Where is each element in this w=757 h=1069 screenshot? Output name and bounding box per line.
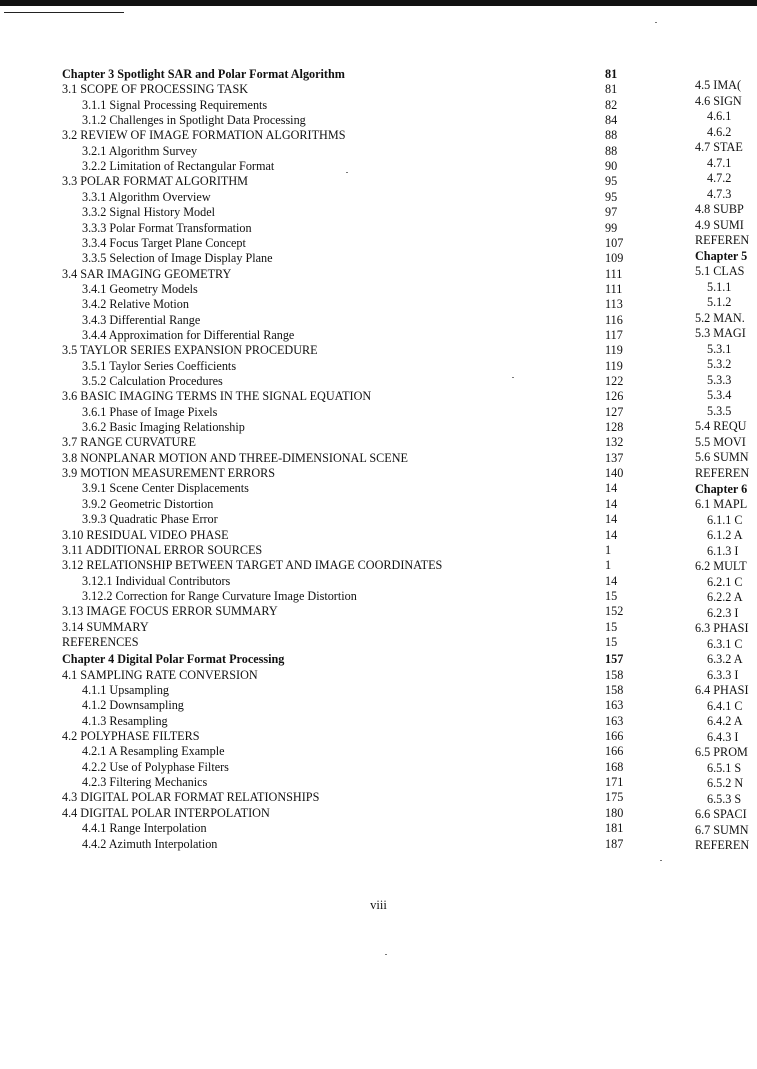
toc-entry-title: 3.3 POLAR FORMAT ALGORITHM: [62, 174, 248, 189]
toc-entry-title: 3.9.1 Scene Center Displacements: [82, 481, 249, 496]
adjacent-page-line: 6.1.3 I: [707, 543, 739, 558]
adjacent-page-line: 6.1 MAPL: [695, 497, 748, 512]
toc-entry-page: 14: [605, 496, 618, 511]
toc-entry-title: Chapter 3 Spotlight SAR and Polar Format Algorithm: [62, 67, 345, 81]
adjacent-page-line: 6.5.3 S: [707, 791, 742, 806]
adjacent-page-line: 4.6.2: [707, 124, 732, 139]
toc-entry-page: 14: [605, 573, 618, 588]
adjacent-page-line: 6.4.1 C: [707, 698, 743, 713]
toc-entry-page: 168: [605, 759, 624, 774]
adjacent-page-line: 5.3.4: [707, 388, 732, 403]
toc-entry-title: 3.5.1 Taylor Series Coefficients: [82, 358, 237, 373]
toc-entry-page: 15: [605, 634, 618, 649]
toc-entry-page: 126: [605, 389, 624, 404]
toc-entry-title: 3.6.2 Basic Imaging Relationship: [82, 420, 245, 435]
adjacent-page-line: 6.5 PROM: [695, 745, 748, 760]
toc-entry-title: REFERENCES: [62, 634, 139, 649]
adjacent-page-line: 6.3 PHASI: [695, 621, 749, 636]
toc-entry-title: 4.4.2 Azimuth Interpolation: [82, 836, 218, 851]
toc-entry-title: 3.4.4 Approximation for Differential Range: [82, 327, 295, 342]
toc-entry-page: 140: [605, 466, 624, 481]
toc-entry-page: 158: [605, 683, 624, 697]
adjacent-page-line: 6.3.2 A: [707, 652, 743, 667]
toc-entry-page: 163: [605, 713, 624, 728]
toc-entry-title: 4.1.3 Resampling: [82, 713, 168, 728]
toc-entry-page: 82: [605, 97, 618, 112]
toc-entry-title: 3.9.2 Geometric Distortion: [82, 496, 214, 511]
toc-entry-title: 3.14 SUMMARY: [62, 619, 149, 634]
toc-entry-page: 97: [605, 205, 618, 220]
toc-entry-page: 1: [605, 542, 612, 557]
toc-entry-title: 3.7 RANGE CURVATURE: [62, 435, 196, 450]
toc-entry-page: 113: [605, 297, 623, 312]
toc-entry-title: 4.2.2 Use of Polyphase Filters: [82, 759, 229, 774]
toc-entry-page: 128: [605, 420, 624, 435]
toc-entry-title: 3.12.1 Individual Contributors: [82, 573, 231, 588]
adjacent-page-line: 6.3.1 C: [707, 636, 743, 651]
toc-entry-title: 3.12.2 Correction for Range Curvature Image Distortion: [82, 588, 357, 603]
adjacent-page-line: 6.5.2 N: [707, 776, 744, 791]
toc-entry-title: 3.2.1 Algorithm Survey: [82, 143, 198, 158]
toc-entry-page: 109: [605, 251, 624, 266]
adjacent-page-line: 5.3.2: [707, 357, 732, 372]
adjacent-page-line: 5.5 MOVI: [695, 434, 746, 449]
toc-entry-title: 4.1.1 Upsampling: [82, 683, 170, 697]
adjacent-page-line: 6.2.1 C: [707, 574, 743, 589]
toc-entry-page: 81: [605, 82, 618, 97]
adjacent-page-line: 4.8 SUBP: [695, 202, 744, 217]
adjacent-page-line: Chapter 6: [695, 481, 748, 496]
adjacent-page-line: 4.7.2: [707, 171, 732, 186]
toc-entry-title: 3.1.1 Signal Processing Requirements: [82, 97, 268, 112]
toc-entry-title: 3.2 REVIEW OF IMAGE FORMATION ALGORITHMS: [62, 128, 346, 143]
adjacent-page-line: 6.1.1 C: [707, 512, 743, 527]
adjacent-page-line: REFEREN: [695, 466, 750, 480]
toc-entry-page: 175: [605, 790, 624, 805]
adjacent-page-line: 6.4 PHASI: [695, 683, 749, 698]
adjacent-page-line: 6.2 MULT: [695, 559, 747, 574]
adjacent-page-line: 6.6 SPACI: [695, 807, 747, 822]
toc-entry-title: Chapter 4 Digital Polar Format Processing: [62, 652, 285, 667]
toc-entry-title: 3.3.4 Focus Target Plane Concept: [82, 235, 246, 250]
toc-entry-page: 152: [605, 604, 624, 619]
toc-entry-page: 84: [605, 113, 618, 128]
toc-entry-title: 3.4 SAR IMAGING GEOMETRY: [62, 266, 232, 281]
toc-entry-page: 166: [605, 744, 624, 759]
toc-entry-page: 14: [605, 512, 618, 527]
toc-entry-title: 3.10 RESIDUAL VIDEO PHASE: [62, 527, 229, 542]
adjacent-page-line: 6.3.3 I: [707, 667, 739, 682]
toc-entry-page: 137: [605, 450, 624, 465]
toc-entry-page: 163: [605, 698, 624, 713]
adjacent-page-line: 6.4.3 I: [707, 729, 739, 744]
adjacent-page-line: 5.1.2: [707, 295, 732, 310]
toc-entry-title: 3.1 SCOPE OF PROCESSING TASK: [62, 82, 249, 97]
toc-entry-title: 3.2.2 Limitation of Rectangular Format: [82, 159, 275, 174]
toc-entry-title: 3.5 TAYLOR SERIES EXPANSION PROCEDURE: [62, 343, 318, 358]
toc-entry-page: 99: [605, 220, 618, 235]
adjacent-page-line: 5.4 REQU: [695, 419, 747, 434]
toc-entry-title: 4.2.1 A Resampling Example: [82, 744, 225, 759]
adjacent-page-line: 6.5.1 S: [707, 760, 742, 775]
adjacent-page-line: 5.1.1: [707, 279, 732, 294]
adjacent-page-line: 4.7.1: [707, 155, 732, 170]
adjacent-page-line: 6.2.2 A: [707, 590, 743, 605]
toc-entry-page: 119: [605, 343, 623, 358]
toc-entry-title: 3.4.2 Relative Motion: [82, 297, 189, 312]
toc-entry-page: 122: [605, 374, 624, 388]
toc-entry-title: 3.1.2 Challenges in Spotlight Data Processing: [82, 113, 306, 128]
adjacent-page-line: 6.4.2 A: [707, 714, 743, 729]
toc-entry-page: 111: [605, 266, 623, 281]
toc-entry-page: 88: [605, 128, 618, 143]
toc-entry-page: 180: [605, 805, 624, 820]
toc-entry-title: 3.6 BASIC IMAGING TERMS IN THE SIGNAL EQUATION: [62, 389, 372, 404]
adjacent-page-line: 5.3.5: [707, 403, 732, 418]
adjacent-page-line: 5.2 MAN.: [695, 310, 745, 325]
adjacent-page-line: 4.6 SIGN: [695, 93, 742, 108]
toc-entry-title: 4.2.3 Filtering Mechanics: [82, 775, 208, 790]
adjacent-page-line: 4.5 IMA(: [695, 78, 742, 92]
toc-entry-title: 3.6.1 Phase of Image Pixels: [82, 404, 218, 419]
toc-entry-page: 166: [605, 729, 624, 744]
scan-speck: [346, 172, 348, 173]
toc-entry-page: 171: [605, 775, 624, 790]
toc-entry-page: 95: [605, 189, 618, 204]
toc-entry-title: 3.5.2 Calculation Procedures: [82, 374, 223, 388]
toc-entry-title: 4.4 DIGITAL POLAR INTERPOLATION: [62, 805, 270, 820]
toc-entry-page: 95: [605, 174, 618, 189]
toc-entry-page: 88: [605, 143, 618, 158]
toc-entry-page: 111: [605, 281, 623, 296]
scan-speck: [655, 22, 657, 23]
adjacent-page-line: 6.7 SUMN: [695, 822, 749, 837]
toc-entry-page: 81: [605, 67, 618, 81]
toc-entry-page: 15: [605, 619, 618, 634]
scan-speck: [660, 860, 662, 861]
toc-entry-title: 3.3.2 Signal History Model: [82, 205, 216, 220]
toc-entry-title: 3.3.5 Selection of Image Display Plane: [82, 251, 273, 266]
toc-entry-title: 3.11 ADDITIONAL ERROR SOURCES: [62, 542, 263, 557]
toc-entry-title: 3.4.1 Geometry Models: [82, 281, 198, 296]
adjacent-page-line: 4.6.1: [707, 109, 732, 124]
toc-entry-title: 4.2 POLYPHASE FILTERS: [62, 729, 200, 744]
adjacent-page-line: 5.6 SUMN: [695, 450, 749, 465]
adjacent-page-line: 4.7 STAE: [695, 140, 743, 155]
toc-entry-page: 157: [605, 652, 624, 667]
adjacent-page-line: 5.3.1: [707, 341, 732, 356]
adjacent-page-line: 4.9 SUMI: [695, 217, 744, 232]
adjacent-page-line: 5.3.3: [707, 372, 732, 387]
toc-entry-page: 1: [605, 558, 612, 573]
toc-entry-page: 107: [605, 235, 624, 250]
toc-entry-title: 3.13 IMAGE FOCUS ERROR SUMMARY: [62, 604, 278, 619]
adjacent-page-line: 5.3 MAGI: [695, 326, 746, 341]
adjacent-page-line: 5.1 CLAS: [695, 264, 745, 279]
toc-entry-title: 3.9 MOTION MEASUREMENT ERRORS: [62, 466, 276, 481]
toc-entry-title: 4.4.1 Range Interpolation: [82, 821, 207, 836]
scan-speck: [512, 377, 514, 378]
toc-entry-title: 4.1 SAMPLING RATE CONVERSION: [62, 667, 258, 682]
toc-entry-page: 127: [605, 404, 624, 419]
toc-entry-page: 14: [605, 481, 618, 496]
adjacent-page-line: Chapter 5: [695, 248, 748, 263]
adjacent-page-line: REFEREN: [695, 838, 750, 853]
toc-entry-title: 3.4.3 Differential Range: [82, 312, 201, 327]
toc-entry-page: 158: [605, 667, 624, 682]
toc-entry-page: 116: [605, 312, 623, 327]
toc-entry-title: 4.3 DIGITAL POLAR FORMAT RELATIONSHIPS: [62, 790, 320, 805]
adjacent-page-line: REFEREN: [695, 233, 750, 248]
adjacent-page-line: 4.7.3: [707, 186, 732, 201]
toc-entry-title: 3.9.3 Quadratic Phase Error: [82, 512, 218, 527]
adjacent-page-line: 6.2.3 I: [707, 605, 739, 620]
adjacent-page-line: 6.1.2 A: [707, 528, 743, 543]
toc-entry-page: 15: [605, 588, 618, 603]
toc-entry-page: 187: [605, 836, 624, 851]
toc-entry-page: 119: [605, 358, 623, 373]
toc-entry-title: 3.8 NONPLANAR MOTION AND THREE-DIMENSIONAL SCENE: [62, 450, 408, 465]
toc-entry-title: 4.1.2 Downsampling: [82, 698, 184, 713]
toc-entry-title: 3.3.3 Polar Format Transformation: [82, 220, 252, 235]
toc-entry-title: 3.12 RELATIONSHIP BETWEEN TARGET AND IMAGE COORDINATES: [62, 558, 443, 573]
toc-entry-page: 117: [605, 327, 623, 342]
scan-speck: [385, 954, 387, 955]
toc-entry-page: 181: [605, 821, 624, 836]
toc-entry-page: 90: [605, 159, 618, 174]
toc-entry-page: 132: [605, 435, 624, 450]
toc-entry-title: 3.3.1 Algorithm Overview: [82, 189, 211, 204]
page-number: viii: [370, 898, 387, 912]
toc-entry-page: 14: [605, 527, 618, 542]
